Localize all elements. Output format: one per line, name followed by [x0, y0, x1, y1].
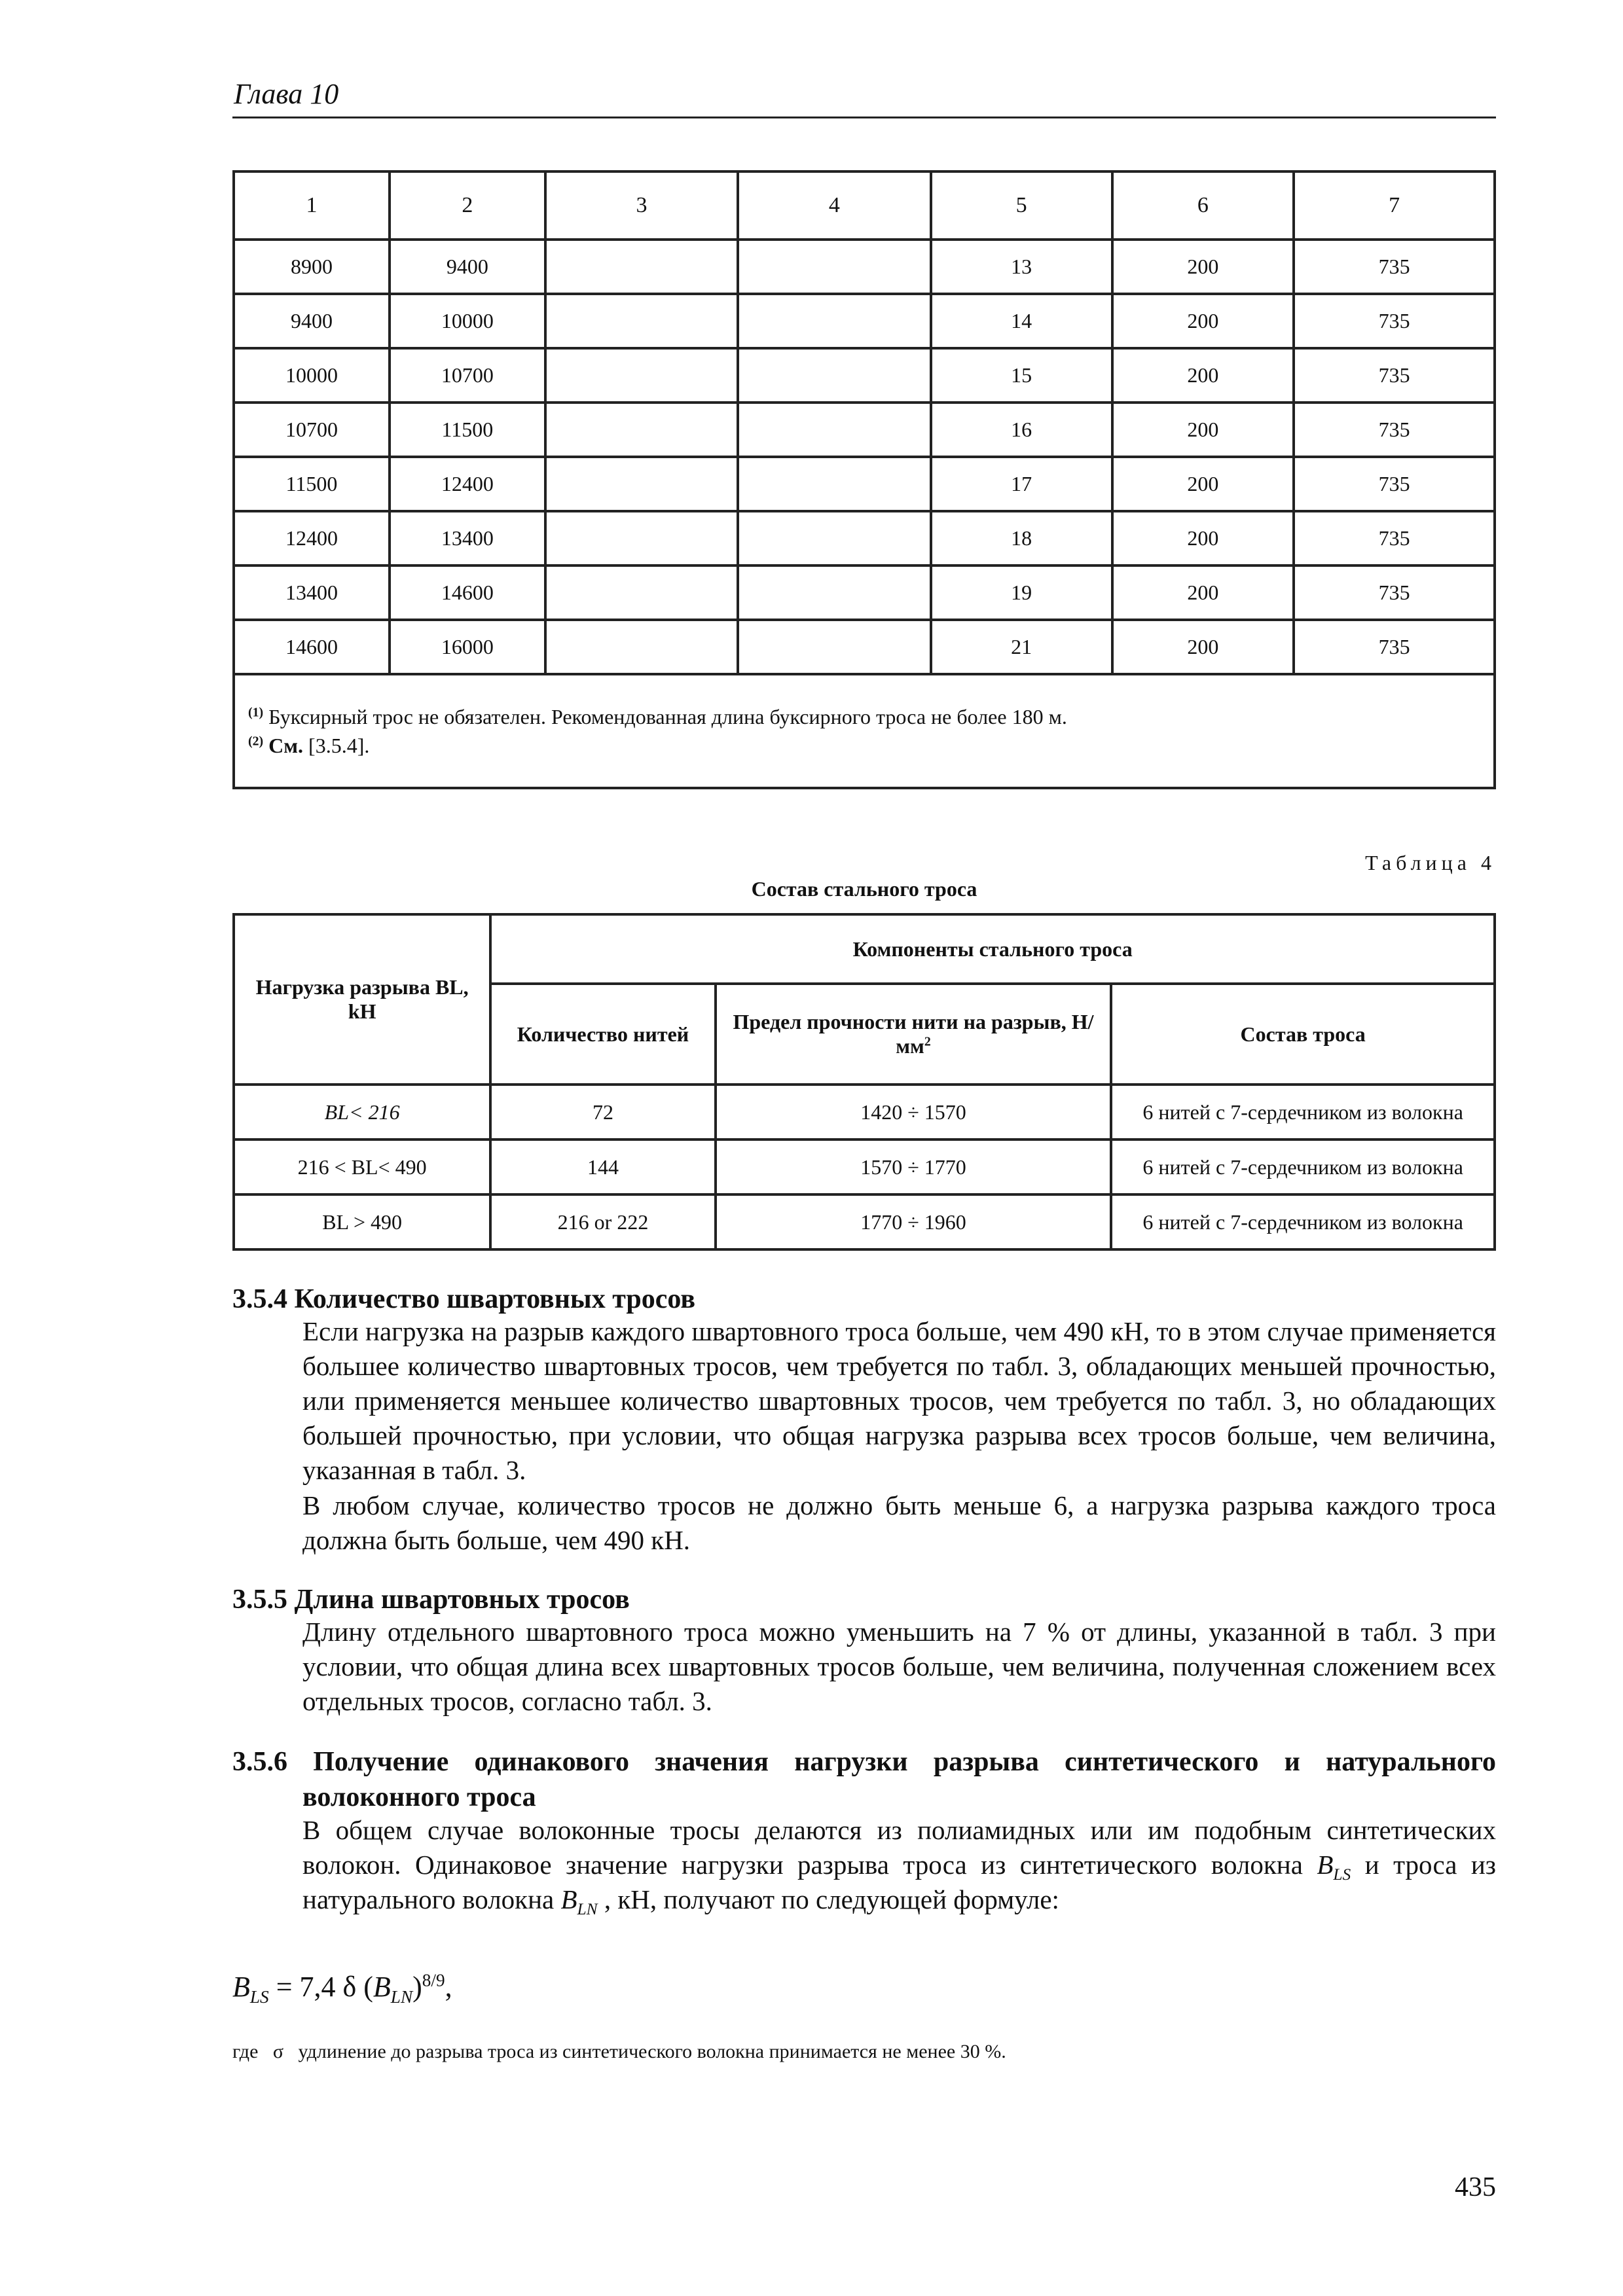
column-number: 6: [1112, 171, 1294, 240]
table-cell: 21: [931, 620, 1112, 674]
table-cell: 9400: [390, 240, 545, 294]
table-cell: 10700: [390, 348, 545, 403]
table-cell: 1420 ÷ 1570: [716, 1085, 1112, 1139]
column-number: 5: [931, 171, 1112, 240]
table-cell: [545, 348, 738, 403]
table-cell: [545, 240, 738, 294]
table-cell: [738, 348, 930, 403]
table-row: [234, 565, 1495, 620]
table-cell: 12400: [390, 457, 545, 511]
table-cell: 11500: [390, 403, 545, 457]
table-cell: 10700: [234, 403, 390, 457]
formula: $B_{LS} = 7,4$ δ $(B_{LN})^{8/9}$,: [232, 1970, 452, 2007]
table-cell: 735: [1294, 457, 1495, 511]
table-row: [234, 457, 1495, 511]
section-heading-3-5-6: 3.5.6 Получение одинакового значения нагрузки разрыва синтетического и натурального волоконного троса: [232, 1747, 1496, 1812]
table-cell: 735: [1294, 294, 1495, 348]
column-header-count: Количество нитей: [490, 984, 715, 1085]
table-row: [234, 403, 1495, 457]
table-cell: 10000: [390, 294, 545, 348]
table-cell: [738, 240, 930, 294]
table-cell: BL > 490: [234, 1194, 490, 1249]
table-cell: 735: [1294, 565, 1495, 620]
table-cell: 735: [1294, 240, 1495, 294]
table-cell: 144: [490, 1139, 715, 1194]
table-cell: 9400: [234, 294, 390, 348]
table-cell: 735: [1294, 403, 1495, 457]
table-cell: 200: [1112, 457, 1294, 511]
table-cell: [738, 403, 930, 457]
column-number: 2: [390, 171, 545, 240]
chapter-title: Глава 10: [234, 78, 339, 110]
table-cell: 1570 ÷ 1770: [716, 1139, 1112, 1194]
table-4-steel-rope: [232, 913, 1496, 1251]
paragraph: Если нагрузка на разрыв каждого швартовного троса больше, чем 490 кН, то в этом случае применяется большее количество швартовных тросов, чем требуется по табл. 3, обладающих меньшей прочностью, или применяется меньшее количество швартовных тросов, чем требуется по табл. 3, но обладающих большей прочностью, при условии, что общая нагрузка разрыва всех тросов больше, чем величина, указанная в табл. 3.: [302, 1316, 1496, 1485]
table-cell: 15: [931, 348, 1112, 403]
page-number: 435: [1455, 2172, 1496, 2202]
table-cell: 735: [1294, 511, 1495, 565]
column-number: 7: [1294, 171, 1495, 240]
table-cell: 13400: [390, 511, 545, 565]
table-row: [234, 348, 1495, 403]
table-row: [234, 1085, 1495, 1139]
table-cell: [545, 457, 738, 511]
table-cell: 14: [931, 294, 1112, 348]
footnote-2: $^{(2)}$ См. [3.5.4].: [248, 734, 370, 757]
table-cell: [545, 403, 738, 457]
table-cell: 14600: [390, 565, 545, 620]
table-cell: [545, 511, 738, 565]
table-notes-row: [234, 674, 1495, 788]
footnote-1: $^{(1)}$ Буксирный трос не обязателен. Рекомендованная длина буксирного троса не более 180 м.: [248, 705, 1067, 728]
table-cell: 11500: [234, 457, 390, 511]
table-cell: 13: [931, 240, 1112, 294]
table-cell: [738, 457, 930, 511]
table-cell: [545, 620, 738, 674]
table-cell: 735: [1294, 620, 1495, 674]
paragraph: В общем случае волоконные тросы делаются из полиамидных или им подобным синтетических волокон. Одинаковое значение нагрузки разрыва троса из синтетического волокна $B_{LS}$ и троса из натурального волокна $B_{LN}$ , кН, получают по следующей формуле:: [302, 1815, 1496, 1919]
table-cell: 200: [1112, 294, 1294, 348]
formula-note: где σ удлинение до разрыва троса из синтетического волокна принимается не менее 30 %.: [232, 2041, 1006, 2062]
column-number: 1: [234, 171, 390, 240]
table-cell: 13400: [234, 565, 390, 620]
table-cell: 19: [931, 565, 1112, 620]
table-cell: 8900: [234, 240, 390, 294]
column-number: 3: [545, 171, 738, 240]
table-cell: 6 нитей с 7-сердечником из волокна: [1111, 1139, 1495, 1194]
table-row: [234, 511, 1495, 565]
table-cell: 6 нитей с 7-сердечником из волокна: [1111, 1194, 1495, 1249]
table-cell: 216 < BL< 490: [234, 1139, 490, 1194]
table-cell: 200: [1112, 240, 1294, 294]
table-row: [234, 1194, 1495, 1249]
table-cell: 216 or 222: [490, 1194, 715, 1249]
table-cell: 1770 ÷ 1960: [716, 1194, 1112, 1249]
table-cell: 200: [1112, 348, 1294, 403]
column-header-components: Компоненты стального троса: [490, 914, 1495, 984]
table-3-continuation: [232, 170, 1496, 789]
paragraph: Длину отдельного швартовного троса можно уменьшить на 7 % от длины, указанной в табл. 3 при условии, что общая длина всех швартовных тросов больше, чем величина, полученная сложением всех отдельных тросов, согласно табл. 3.: [302, 1617, 1496, 1716]
table-row: [234, 240, 1495, 294]
table-number: Таблица 4: [1365, 851, 1496, 874]
table-cell: [738, 294, 930, 348]
table-footnotes: [234, 674, 1495, 788]
table-cell: 200: [1112, 403, 1294, 457]
column-header-composition: Состав троса: [1111, 984, 1495, 1085]
table-cell: 200: [1112, 511, 1294, 565]
table-header-row: [234, 171, 1495, 240]
table-row: [234, 294, 1495, 348]
column-number: 4: [738, 171, 930, 240]
column-header-strength: Предел прочности нити на разрыв, $Н/мм^2$: [716, 984, 1112, 1085]
table-cell: 72: [490, 1085, 715, 1139]
table-cell: [738, 511, 930, 565]
table-cell: [545, 565, 738, 620]
table-cell: 200: [1112, 620, 1294, 674]
table-header-row: [234, 914, 1495, 984]
paragraph: В любом случае, количество тросов не должно быть меньше 6, а нагрузка разрыва каждого троса должна быть больше, чем 490 кН.: [302, 1490, 1496, 1555]
table-cell: 12400: [234, 511, 390, 565]
table-cell: 16000: [390, 620, 545, 674]
section-heading-3-5-4: 3.5.4 Количество швартовных тросов: [232, 1284, 696, 1314]
table-cell: 17: [931, 457, 1112, 511]
section-heading-3-5-5: 3.5.5 Длина швартовных тросов: [232, 1585, 630, 1615]
table-cell: 735: [1294, 348, 1495, 403]
table-title: Состав стального троса: [751, 877, 977, 901]
table-cell: [545, 294, 738, 348]
page-header: [232, 71, 1496, 118]
table-cell: [738, 620, 930, 674]
table-cell: 18: [931, 511, 1112, 565]
table-cell: 200: [1112, 565, 1294, 620]
column-header-load: Нагрузка разрыва BL, kH: [234, 914, 490, 1085]
table-cell: 10000: [234, 348, 390, 403]
table-row: [234, 620, 1495, 674]
table-cell: [738, 565, 930, 620]
table-cell: 16: [931, 403, 1112, 457]
table-cell: 14600: [234, 620, 390, 674]
table-row: [234, 1139, 1495, 1194]
table-cell: 6 нитей с 7-сердечником из волокна: [1111, 1085, 1495, 1139]
table-cell: BL< 216: [234, 1085, 490, 1139]
